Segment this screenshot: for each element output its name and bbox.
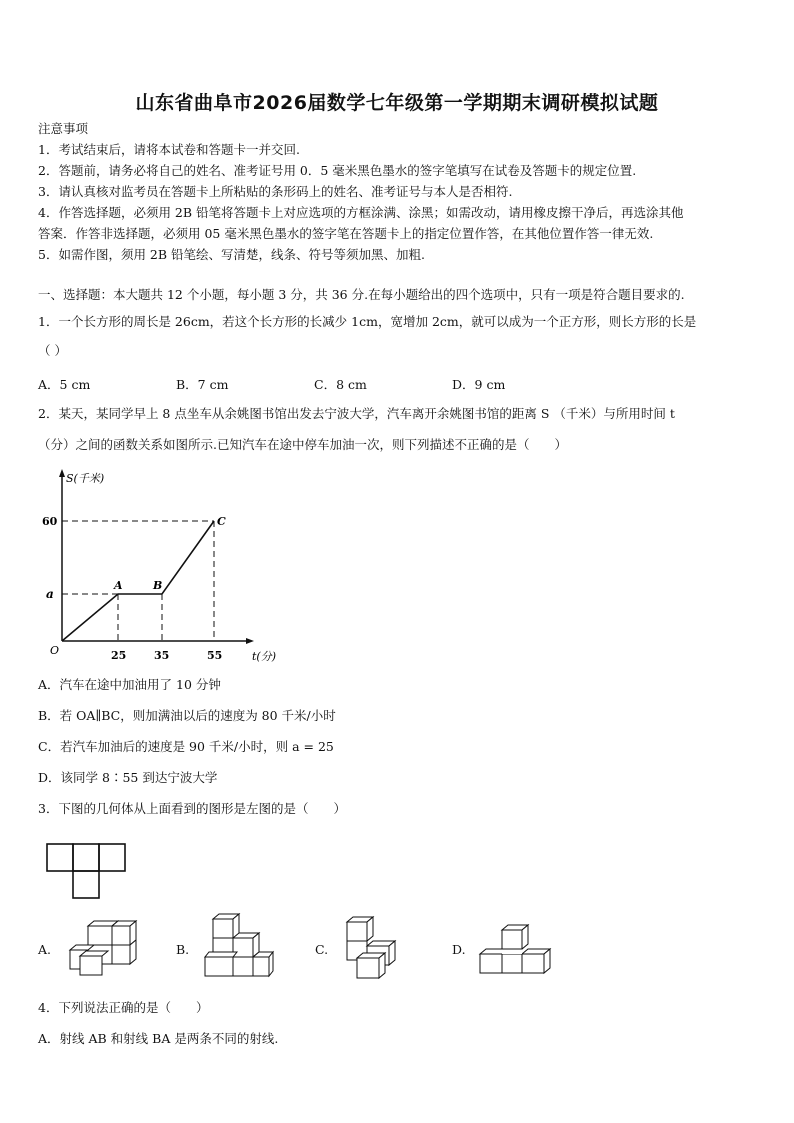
q2-stem-cont: （分）之间的函数关系如图所示.已知汽车在途中停车加油一次，则下列描述不正确的是（ ） (38, 437, 567, 452)
q1-option-c: C．8 cm (314, 377, 367, 392)
q2-option-d: D．该同学 8∶55 到达宁波大学 (38, 770, 218, 785)
page-title: 山东省曲阜市2026届数学七年级第一学期期末调研模拟试题 (135, 92, 659, 114)
q3-option-d-label: D. (452, 942, 466, 957)
q2-option-b: B．若 OA∥BC，则加满油以后的速度为 80 千米/小时 (38, 708, 336, 723)
q3-option-a-figure (66, 920, 138, 978)
x-tick-35: 35 (154, 649, 170, 662)
x-tick-25: 25 (111, 649, 127, 662)
x-axis-label: t(分) (252, 650, 277, 663)
point-c-label: C (217, 515, 226, 528)
section-heading: 一、选择题：本大题共 12 个小题，每小题 3 分，共 36 分.在每小题给出的四个选项中，只有一项是符合题目要求的. (38, 287, 685, 302)
y-axis-label: S(千米) (66, 472, 105, 485)
notice-item-1: 1．考试结束后，请将本试卷和答题卡一并交回. (38, 142, 300, 157)
distance-time-graph (36, 466, 286, 671)
notice-item-2: 2．答题前，请务必将自己的姓名、准考证号用 0．5 毫米黑色墨水的签字笔填写在试卷及答题卡的规定位置. (38, 163, 637, 178)
y-axis-arrow (59, 469, 65, 477)
q3-option-c-figure (343, 914, 405, 984)
q4-option-a: A．射线 AB 和射线 BA 是两条不同的射线. (38, 1031, 279, 1046)
q1-stem-cont: （ ） (38, 343, 67, 358)
q3-option-a-label: A. (38, 942, 52, 957)
q1-option-d: D．9 cm (452, 377, 506, 392)
x-axis-arrow (246, 638, 254, 644)
notice-item-4-cont: 答案．作答非选择题，必须用 05 毫米黑色墨水的签字笔在答题卡上的指定位置作答，在其他位置作答一律无效. (38, 226, 654, 241)
q3-option-b-label: B. (176, 942, 190, 957)
q3-option-c-label: C. (315, 942, 329, 957)
q4-stem: 4．下列说法正确的是（ ） (38, 1000, 209, 1015)
distance-line (62, 521, 214, 641)
q3-stem: 3．下图的几何体从上面看到的图形是左图的是（ ） (38, 801, 346, 816)
notice-item-4: 4．作答选择题，必须用 2B 铅笔将答题卡上对应选项的方框涂满、涂黑；如需改动，请用橡皮擦干净后，再选涂其他 (38, 205, 684, 220)
q1-option-a: A．5 cm (38, 377, 91, 392)
top-view-figure (46, 843, 130, 899)
origin-label: O (50, 644, 60, 657)
y-tick-60: 60 (42, 515, 58, 528)
q3-option-d-figure (476, 922, 556, 978)
y-tick-a: a (46, 587, 54, 601)
notice-item-3: 3．请认真核对监考员在答题卡上所粘贴的条形码上的姓名、准考证号与本人是否相符. (38, 184, 513, 199)
notice-item-5: 5．如需作图，须用 2B 铅笔绘、写清楚，线条、符号等须加黑、加粗. (38, 247, 426, 262)
notice-heading: 注意事项 (38, 121, 89, 136)
q2-option-a: A．汽车在途中加油用了 10 分钟 (38, 677, 221, 692)
q3-option-b-figure (203, 912, 275, 982)
q1-option-b: B．7 cm (176, 377, 229, 392)
point-b-label: B (153, 579, 163, 592)
x-tick-55: 55 (207, 649, 223, 662)
point-a-label: A (114, 579, 123, 592)
q2-stem: 2．某天，某同学早上 8 点坐车从余姚图书馆出发去宁波大学，汽车离开余姚图书馆的距离 S （千米）与所用时间 t (38, 406, 675, 421)
q1-stem: 1．一个长方形的周长是 26cm，若这个长方形的长减少 1cm，宽增加 2cm，就可以成为一个正方形，则长方形的长是 (38, 314, 697, 329)
q2-option-c: C．若汽车加油后的速度是 90 千米/小时，则 a = 25 (38, 739, 334, 754)
